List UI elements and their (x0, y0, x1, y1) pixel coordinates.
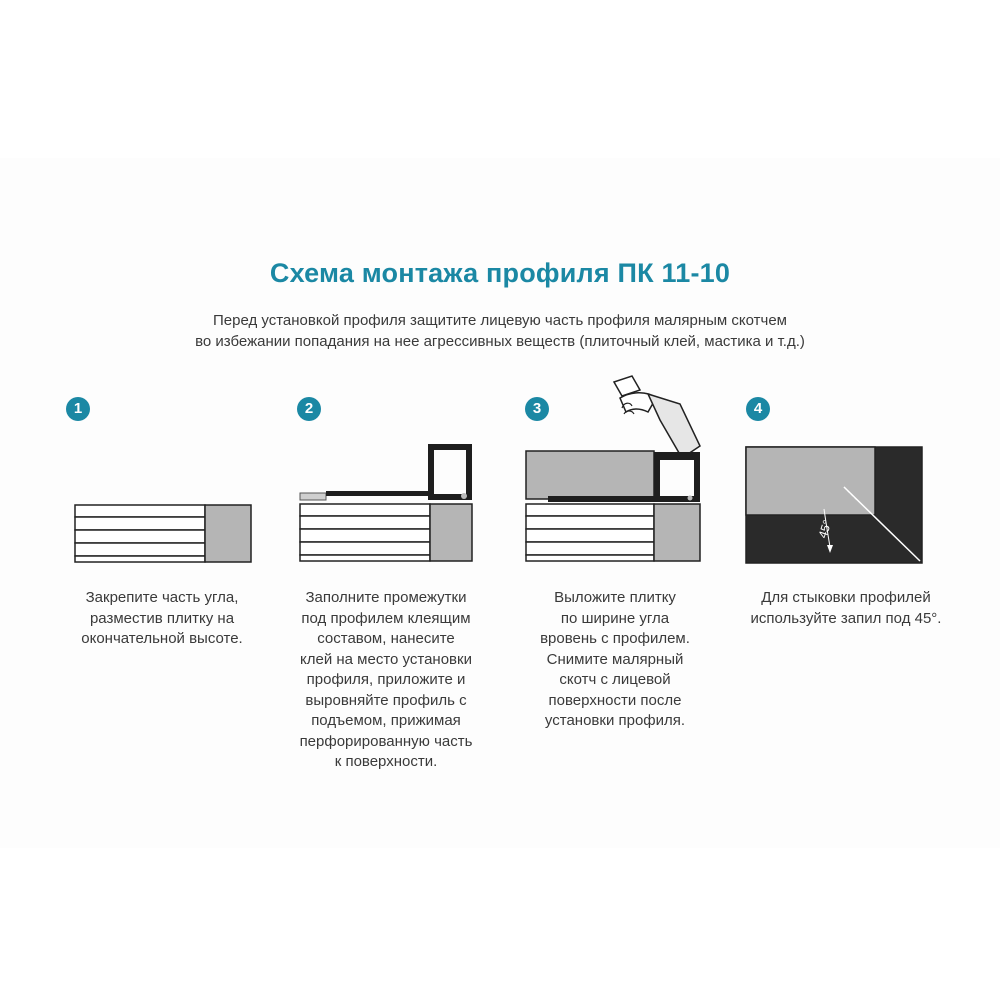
step-1-text-line: окончательной высоте. (81, 630, 243, 647)
profile-detail (688, 496, 693, 501)
step-3-text-line: Выложите плитку (554, 589, 676, 606)
step-2-text-line: Заполните промежутки (305, 589, 467, 606)
subtitle-line: Перед установкой профиля защитите лицевую часть профиля малярным скотчем (213, 312, 787, 329)
page-title: Схема монтажа профиля ПК 11-10 (269, 258, 731, 288)
tile-edge (205, 505, 251, 562)
tile-stack (300, 504, 430, 561)
step-1-text-line: Закрепите часть угла, (85, 589, 239, 606)
step-3-text-line: Снимите малярный (546, 650, 684, 668)
new-tile (526, 451, 654, 499)
hand-peeling-tape-icon (614, 376, 700, 458)
step-2-number-badge: 2 (297, 397, 321, 421)
masking-tape (648, 394, 700, 458)
profile-body (654, 452, 700, 502)
step-2-text (266, 588, 506, 773)
angle-label: 45° (815, 518, 835, 540)
step-4-number-badge: 4 (746, 397, 770, 421)
perforated-flange (326, 491, 428, 496)
step-3-text-line: поверхности после (548, 691, 682, 709)
tile-face (746, 447, 875, 515)
step-2-text-line: выровняйте профиль с (305, 691, 467, 709)
step-2-text-line: под профилем клеящим (301, 609, 471, 627)
step-4-text (716, 588, 976, 629)
step-2-text-line: профиля, приложите и (306, 671, 466, 688)
profile-body (428, 444, 472, 500)
step-3-text-line: по ширине угла (560, 609, 670, 627)
step-1-text-line: разместив плитку на (89, 609, 235, 627)
tile-stack (75, 505, 205, 562)
step-3-text-line: установки профиля. (544, 712, 686, 729)
step-3-text-line: вровень с профилем. (540, 630, 690, 647)
step-1-text (42, 588, 282, 650)
step-2-illustration (294, 440, 480, 566)
step-2-text-line: к поверхности. (334, 753, 438, 770)
step-4-text-line: используйте запил под 45°. (750, 609, 942, 627)
step-2-text-line: составом, нанесите (317, 630, 455, 647)
step-3-text (505, 588, 725, 732)
step-2-text-line: клей на место установки (300, 650, 472, 668)
tile-edge (430, 504, 472, 561)
subtitle (100, 310, 900, 352)
step-3-illustration (520, 368, 710, 566)
step-2-text-line: перфорированную часть (299, 732, 473, 750)
adhesive-layer (300, 493, 326, 500)
tile-edge (654, 504, 700, 561)
step-3-text-line: скотч с лицевой (559, 671, 671, 688)
step-1-number-badge: 1 (66, 397, 90, 421)
step-2-text-line: подъемом, прижимая (311, 712, 461, 729)
tile-stack (526, 504, 654, 561)
step-4-illustration (742, 443, 926, 567)
step-3-number-badge: 3 (525, 397, 549, 421)
step-4-text-line: Для стыковки профилей (761, 589, 931, 606)
subtitle-line: во избежании попадания на нее агрессивных веществ (плиточный клей, мастика и т.д.) (195, 333, 805, 350)
profile-detail (461, 493, 467, 499)
perforated-flange (548, 496, 660, 502)
step-1-illustration (70, 500, 256, 566)
